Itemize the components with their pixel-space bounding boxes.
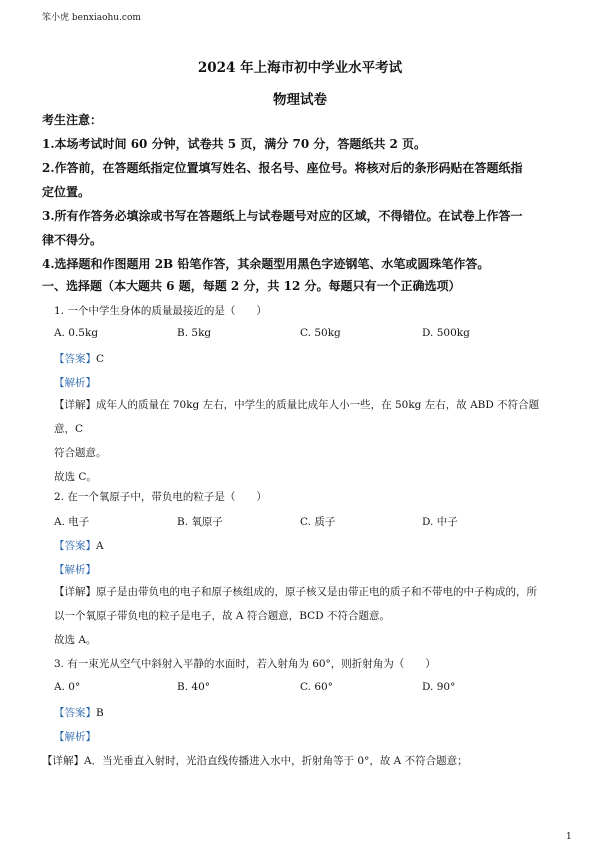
- analysis-tag: 【解析】: [54, 731, 96, 743]
- q2-detail-line-1: 【详解】原子是由带负电的电子和原子核组成的，原子核又是由带正电的质子和不带电的中子构成的，所: [54, 586, 537, 598]
- exam-subtitle: 物理试卷: [273, 92, 327, 108]
- notice-item-2: 2.作答前，在答题纸指定位置填写姓名、报名号、座位号。将核对后的条形码贴在答题纸指: [42, 161, 523, 175]
- q1-answer: [54, 351, 104, 366]
- notice-item-3: 3.所有作答务必填涂或书写在答题纸上与试卷题号对应的区域，不得错位。在试卷上作答一: [42, 209, 523, 223]
- q2-answer: [54, 538, 104, 553]
- answer-tag: 【答案】: [54, 707, 96, 719]
- q1-option-d: D. 500kg: [422, 327, 470, 339]
- notice-item-3-cont: 律不得分。: [42, 233, 103, 247]
- notice-heading: 考生注意：: [42, 113, 103, 127]
- q1-option-b: B. 5kg: [177, 327, 212, 339]
- q3-detail-line-1: 【详解】A．当光垂直入射时，光沿直线传播进入水中，折射角等于 0°，故 A 不符合题意；: [42, 755, 468, 767]
- q2-stem: 2. 在一个氧原子中，带负电的粒子是（ ）: [54, 491, 267, 503]
- q1-detail-line-2: 符合题意。: [54, 447, 107, 459]
- q2-answer-value: A: [96, 540, 104, 552]
- site-header: 笨小虎 benxiaohu.com: [42, 13, 141, 23]
- q3-option-b: B. 40°: [177, 681, 211, 693]
- q2-analysis: [54, 562, 96, 577]
- q3-answer-value: B: [96, 707, 104, 719]
- notice-item-4: 4.选择题和作图题用 2B 铅笔作答，其余题型用黑色字迹钢笔、水笔或圆珠笔作答。: [42, 257, 490, 271]
- q3-answer: [54, 705, 104, 720]
- q2-detail-line-2: 以一个氧原子带负电的粒子是电子，故 A 符合题意，BCD 不符合题意。: [54, 610, 390, 622]
- detail-tag: 【详解】: [54, 399, 96, 411]
- q1-answer-value: C: [96, 353, 105, 365]
- answer-tag: 【答案】: [54, 353, 96, 365]
- q1-stem: 1. 一个中学生身体的质量最接近的是（ ）: [54, 305, 267, 317]
- q2-option-b: B. 氧原子: [177, 516, 223, 528]
- q3-option-a: A. 0°: [54, 681, 81, 693]
- q1-conclusion: 故选 C。: [54, 471, 97, 483]
- q2-option-c: C. 质子: [300, 516, 336, 528]
- q3-detail: [42, 749, 562, 773]
- notice-item-2-cont: 定位置。: [42, 185, 91, 199]
- section-heading: 一、选择题（本大题共 6 题，每题 2 分，共 12 分。每题只有一个正确选项）: [42, 279, 461, 293]
- analysis-tag: 【解析】: [54, 377, 96, 389]
- analysis-tag: 【解析】: [54, 564, 96, 576]
- q2-option-d: D. 中子: [422, 516, 458, 528]
- q2-conclusion: 故选 A。: [54, 634, 97, 646]
- q3-stem: 3. 有一束光从空气中斜射入平静的水面时，若入射角为 60°，则折射角为（ ）: [54, 658, 436, 670]
- q3-analysis: [54, 729, 96, 744]
- q1-option-a: A. 0.5kg: [54, 327, 99, 339]
- q1-option-c: C. 50kg: [300, 327, 341, 339]
- q3-option-c: C. 60°: [300, 681, 333, 693]
- detail-tag: 【详解】: [54, 586, 96, 598]
- answer-tag: 【答案】: [54, 540, 96, 552]
- detail-tag: 【详解】: [42, 755, 84, 767]
- exam-title: 2024 年上海市初中学业水平考试: [197, 60, 403, 76]
- page-number: 1: [566, 832, 572, 842]
- q1-detail: [54, 393, 554, 489]
- q1-detail-line-1: 【详解】成年人的质量在 70kg 左右，中学生的质量比成年人小一些，在 50kg 左右，故 ABD 不符合题意，C: [54, 399, 540, 435]
- q1-analysis: [54, 375, 96, 390]
- q2-option-a: A. 电子: [54, 516, 90, 528]
- q3-option-d: D. 90°: [422, 681, 456, 693]
- notice-item-1: 1.本场考试时间 60 分钟，试卷共 5 页，满分 70 分，答题纸共 2 页。: [42, 137, 427, 151]
- q2-detail: [54, 580, 554, 652]
